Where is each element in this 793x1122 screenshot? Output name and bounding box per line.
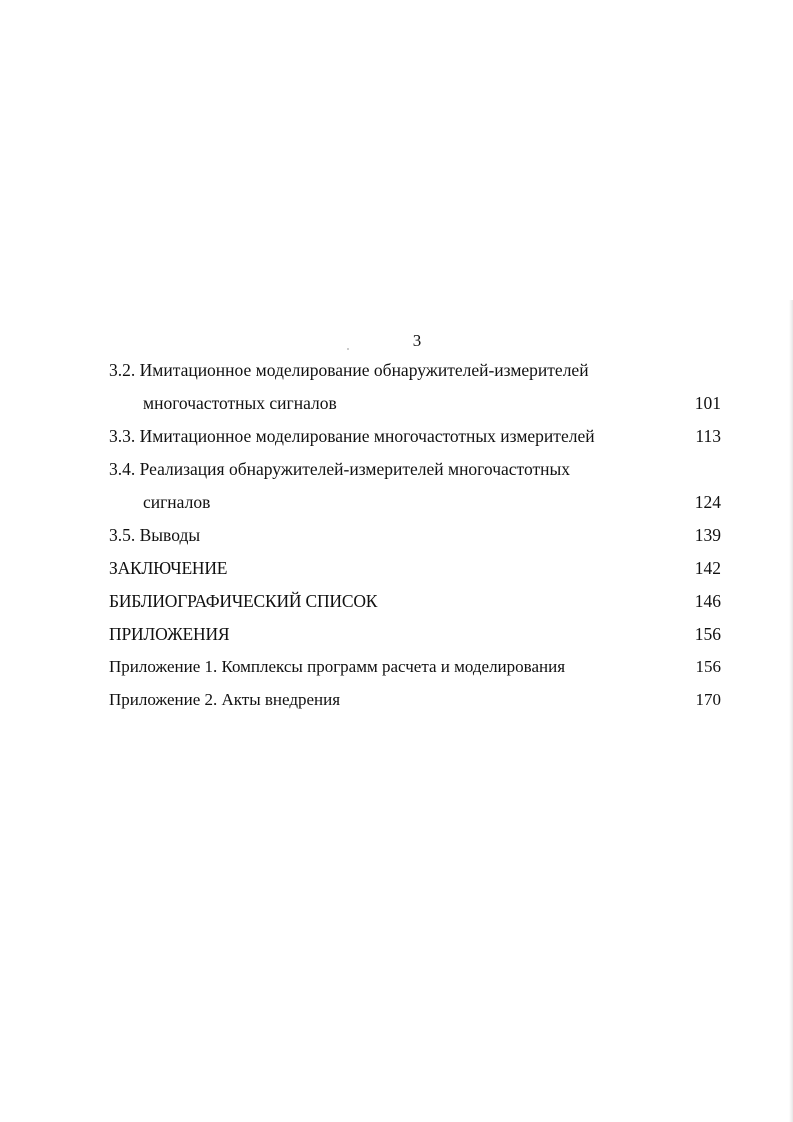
toc-entry-title: многочастотных сигналов — [143, 393, 337, 413]
toc-entry-bibliography — [109, 587, 721, 620]
toc-entry-title: 3.5. Выводы — [109, 525, 201, 545]
toc-entry-page: 101 — [694, 393, 721, 413]
toc-entry-3-2 — [109, 356, 721, 389]
toc-entry-title: БИБЛИОГРАФИЧЕСКИЙ СПИСОК — [109, 591, 378, 611]
toc-entry-title: Приложение 1. Комплексы программ расчета и моделирования — [109, 657, 566, 676]
toc-entry-title: 3.3. Имитационное моделирование многочастотных измерителей — [109, 426, 595, 446]
table-of-contents — [109, 356, 721, 719]
toc-entry-appendices — [109, 620, 721, 653]
toc-entry-3-4 — [109, 455, 721, 488]
toc-entry-3-2-continued — [109, 389, 721, 422]
toc-entry-appendix-1 — [109, 653, 721, 686]
toc-entry-page: 113 — [695, 426, 721, 446]
toc-entry-title: ЗАКЛЮЧЕНИЕ — [109, 558, 228, 578]
toc-entry-3-5 — [109, 521, 721, 554]
toc-entry-title: ПРИЛОЖЕНИЯ — [109, 624, 230, 644]
toc-entry-page: 156 — [694, 624, 721, 644]
toc-entry-page: 156 — [695, 657, 721, 676]
page-number: 3 — [412, 331, 422, 350]
scan-edge-shadow — [789, 300, 793, 1122]
toc-entry-page: 139 — [694, 525, 721, 545]
toc-entry-title: Приложение 2. Акты внедрения — [109, 690, 341, 709]
toc-entry-page: 142 — [694, 558, 721, 578]
toc-entry-title: 3.2. Имитационное моделирование обнаружителей-измерителей — [109, 360, 589, 380]
toc-entry-appendix-2 — [109, 686, 721, 719]
toc-entry-3-4-continued — [109, 488, 721, 521]
toc-entry-page: 124 — [694, 492, 721, 512]
toc-entry-page: 146 — [694, 591, 721, 611]
scan-speck — [347, 348, 349, 350]
toc-entry-conclusion — [109, 554, 721, 587]
toc-entry-title: 3.4. Реализация обнаружителей-измерителей многочастотных — [109, 459, 571, 479]
toc-entry-title: сигналов — [143, 492, 211, 512]
toc-entry-3-3 — [109, 422, 721, 455]
toc-entry-page: 170 — [695, 690, 721, 709]
